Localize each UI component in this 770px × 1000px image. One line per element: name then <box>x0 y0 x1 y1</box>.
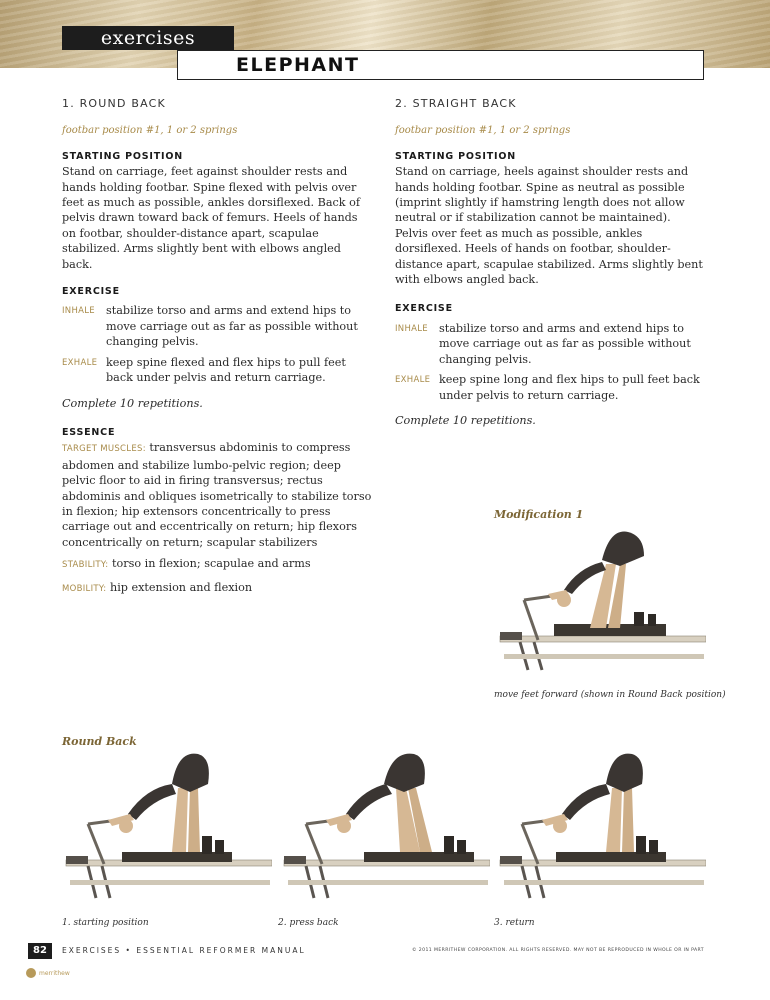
reformer-machine <box>284 820 490 898</box>
right-reps: Complete 10 repetitions. <box>395 413 536 427</box>
essence-label: ESSENCE <box>62 426 116 438</box>
right-exhale-label: EXHALE <box>395 375 431 386</box>
right-inhale-text: stabilize torso and arms and extend hips to move carriage out as far as possible without changing pelvis. <box>439 321 691 366</box>
left-inhale-text: stabilize torso and arms and extend hips to move carriage out as far as possible without changing pelvis. <box>106 304 358 349</box>
caption-press-back: 2. press back <box>278 918 339 928</box>
left-exercise-label: EXERCISE <box>62 286 120 298</box>
stability <box>62 556 374 573</box>
left-exhale-text: keep spine flexed and flex hips to pull feet back under pelvis and return carriage. <box>106 355 346 385</box>
left-start-text: Stand on carriage, feet against shoulder rests and hands holding footbar. Spine flexed with pelvis over feet as much as possible, ankles dorsiflexed. Back of pelvis drawn toward back of femurs. Heels of hands on footbar, shoulder-distance apart, scapulae stabilized. Arms slightly bent with elbows angled back. <box>62 165 361 271</box>
footer-copyright: © 2011 MERRITHEW CORPORATION. ALL RIGHTS RESERVED. MAY NOT BE REPRODUCED IN WHOLE OR IN PART <box>411 948 704 953</box>
round-back-photo-1 <box>62 748 272 912</box>
reformer-machine <box>66 820 272 898</box>
left-exhale-row <box>62 355 374 386</box>
right-exhale-text: keep spine long and flex hips to pull feet back under pelvis to return carriage. <box>439 373 700 402</box>
person-figure <box>326 754 432 852</box>
person-figure <box>548 532 644 628</box>
left-heading: 1. ROUND BACK <box>62 97 166 110</box>
page-number: 82 <box>28 943 52 959</box>
mobility-text: hip extension and flexion <box>110 580 253 594</box>
right-footbar-note: footbar position #1, 1 or 2 springs <box>395 125 571 137</box>
left-reps: Complete 10 repetitions. <box>62 396 203 410</box>
logo-mark-icon <box>26 968 36 978</box>
right-inhale-row <box>395 321 707 367</box>
section-tag: exercises <box>62 26 234 50</box>
left-inhale-label: INHALE <box>62 306 95 317</box>
caption-return: 3. return <box>494 918 535 928</box>
left-footbar-note: footbar position #1, 1 or 2 springs <box>62 125 238 137</box>
target-text: transversus abdominis to compress abdomen and stabilize lumbo-pelvic region; deep pelvic floor to aid in firing transversus; rectus abdominis and obliques isometrically to stabilize torso in flexion; hip extensors concentrically to press carriage out and eccentrically on return; hip flexors concentrically on return; scapular stabilizers <box>62 441 372 549</box>
reformer-machine <box>500 820 706 898</box>
modification-caption: move feet forward (shown in Round Back position) <box>494 690 726 700</box>
page-title: ELEPHANT <box>236 54 360 76</box>
title-box <box>177 50 704 80</box>
right-start-label: STARTING POSITION <box>395 150 516 162</box>
right-column <box>395 96 707 428</box>
right-inhale-label: INHALE <box>395 323 428 334</box>
left-start-label: STARTING POSITION <box>62 150 183 162</box>
person-figure <box>108 754 209 852</box>
right-exhale-row <box>395 372 707 403</box>
caption-starting-position: 1. starting position <box>62 918 149 928</box>
right-heading: 2. STRAIGHT BACK <box>395 97 517 110</box>
modification-photo <box>494 520 706 688</box>
left-inhale-row <box>62 303 374 349</box>
round-back-photo-3 <box>496 748 706 912</box>
right-exercise-label: EXERCISE <box>395 303 453 315</box>
left-column <box>62 96 374 597</box>
target-muscles <box>62 440 374 550</box>
mobility <box>62 580 374 597</box>
person-figure <box>542 754 643 852</box>
right-start-text: Stand on carriage, heels against shoulder rests and hands holding footbar. Spine as neutral as possible (imprint slightly if hamstring length does not allow neutral or if stabilization cannot be maintained). Pelvis over feet as much as possible, ankles dorsiflexed. Heels of hands on footbar, shoulder-distance apart, scapulae stabilized. Arms slightly bent with elbows angled back. <box>395 165 703 287</box>
logo-text: merrithew <box>39 969 70 977</box>
left-exhale-label: EXHALE <box>62 357 98 368</box>
round-back-title: Round Back <box>62 735 137 748</box>
mobility-label: MOBILITY: <box>62 583 107 594</box>
stability-text: torso in flexion; scapulae and arms <box>112 557 311 571</box>
merrithew-logo <box>26 968 70 978</box>
round-back-photo-2 <box>280 748 490 912</box>
modification-title: Modification 1 <box>494 508 584 521</box>
stability-label: STABILITY: <box>62 560 109 571</box>
target-label: TARGET MUSCLES: <box>62 444 146 455</box>
footer-manual-title: EXERCISES • ESSENTIAL REFORMER MANUAL <box>62 946 306 955</box>
